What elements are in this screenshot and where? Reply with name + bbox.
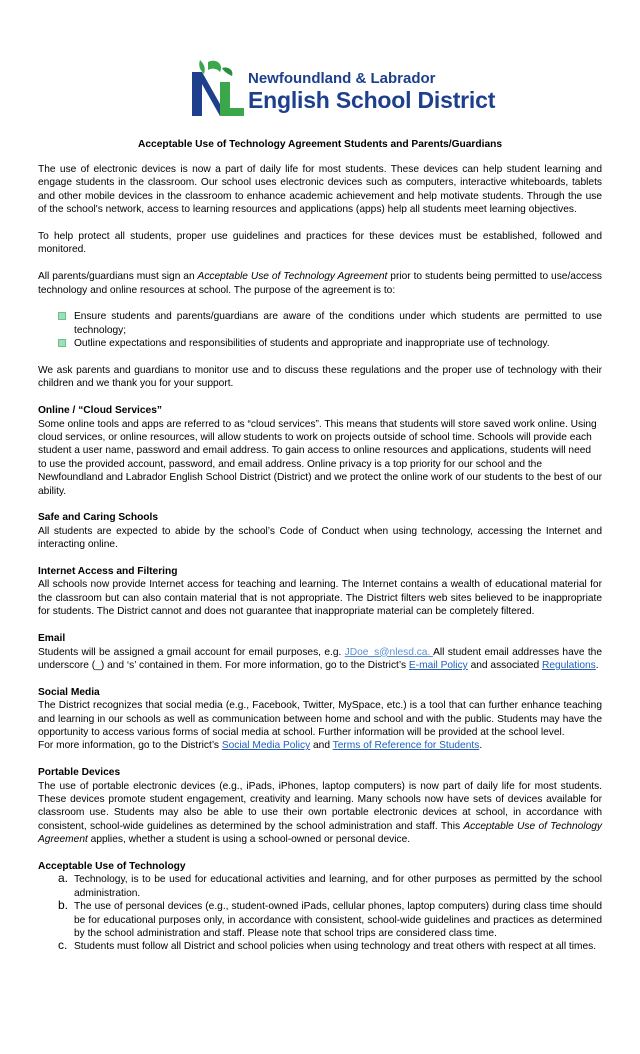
intro-paragraph-3 (38, 270, 602, 297)
list-item (60, 900, 602, 940)
document-title: Acceptable Use of Technology Agreement Students and Parents/Guardians (138, 139, 502, 150)
list-marker: a. (58, 871, 69, 886)
list-item-text: Technology, is to be used for educational activities and learning, and for other purposes as permitted by the school administration. (74, 874, 602, 899)
email-text-3: and associated (467, 659, 542, 671)
intro-p3-text-a: All parents/guardians must sign an (38, 271, 198, 283)
section-heading-social: Social Media (38, 686, 100, 698)
section-heading-email: Email (38, 633, 66, 645)
email-text-1: Students will be assigned a gmail account for email purposes, e.g. (38, 646, 345, 658)
section-text-internet: All schools now provide Internet access for teaching and learning. The Internet contains a wealth of educational material for the classroom but can also contain material that is not appropriate. The District filters web sites believed to be inappropriate for students. The District cannot and does not guarantee that inappropriate material can be completely filtered. (38, 579, 602, 618)
portable-text-2: applies, whether a student is using a school-owned or personal device. (87, 834, 411, 846)
square-bullet-icon (58, 339, 66, 347)
section-text-safe: All students are expected to abide by the school’s Code of Conduct when using technology, accessing the Internet and interacting online. (38, 525, 602, 551)
section-heading-internet: Internet Access and Filtering (38, 566, 178, 578)
list-item-text: The use of personal devices (e.g., student-owned iPads, cellular phones, laptop computers) during class time should be for educational purposes only, in accordance with consistent, school-wide guidelines and practices as determined by the school administration and staff. Please note that school trips are considered class time. (74, 901, 602, 939)
terms-of-reference-link[interactable]: Terms of Reference for Students (332, 740, 480, 752)
section-text-portable (38, 780, 602, 847)
list-item (60, 940, 602, 953)
section-text-email (38, 646, 602, 673)
email-text-2: All student email addresses have the underscore (_) and ‘s’ contained in them. For more information, go to the District’s (38, 646, 602, 671)
purpose-text: Ensure students and parents/guardians are aware of the conditions under which students are permitted to use technology; (74, 311, 602, 336)
social-text-2: and (310, 740, 333, 752)
list-marker: b. (58, 898, 69, 913)
list-item (58, 310, 602, 337)
social-media-policy-link[interactable]: Social Media Policy (221, 740, 311, 752)
intro-p3-text-b: prior to students being permitted to use/access technology and online resources at school. The purpose of the agreement is to: (38, 271, 603, 296)
social-text-1: For more information, go to the District’s (38, 740, 222, 752)
section-text-social-links (38, 739, 602, 752)
district-logo (186, 58, 496, 124)
list-item-text: Students must follow all District and school policies when using technology and treat others with respect at all times. (74, 941, 597, 953)
portable-text-1: The use of portable electronic devices (e.g., iPads, iPhones, laptop computers) is now part of daily life for most students. These devices promote student engagement, creativity and learning. Many schools now have sets of devices available for classroom use. Students may also be able to use their own portable electronic devices at school, in accordance with consistent, school-wide guidelines as determined by the school administration and staff. This (38, 780, 602, 832)
section-text-social: The District recognizes that social media (e.g., Facebook, Twitter, MySpace, etc.) is a tool that can further enhance teaching and learning in our schools as well as communication between home and school and with the public. Students may have the opportunity to access various forms of social media at school. Further information will be provided at the school level. (38, 700, 602, 738)
logo-line-2: English School District (248, 87, 496, 113)
purpose-text: Outline expectations and responsibilities of students and appropriate and inappropriate use of technology. (74, 338, 550, 350)
social-text-3: . (479, 740, 483, 752)
document-body (38, 163, 602, 954)
intro-paragraph-1: The use of electronic devices is now a part of daily life for most students. These devices can help student learning and engage students in the classroom. Our school uses electronic devices such as computers, interactive whiteboards, tablets and other mobile devices in the classroom to enhance academic achievement and help motivate students. Through the use of the school's network, access to learning resources and applications (apps) help all students meet learning objectives. (38, 164, 602, 216)
district-name (248, 70, 495, 113)
example-email-link[interactable]: JDoe_s@nlesd.ca. (344, 646, 434, 658)
list-item (60, 873, 602, 900)
agreement-name: Acceptable Use of Technology Agreement (197, 271, 388, 283)
section-heading-portable: Portable Devices (38, 767, 121, 779)
square-bullet-icon (58, 312, 66, 320)
logo-line-1: Newfoundland & Labrador (248, 70, 436, 87)
acceptable-use-list (38, 873, 602, 953)
email-text-4: . (595, 659, 599, 671)
section-heading-safe: Safe and Caring Schools (38, 512, 159, 524)
agreement-name-2: Acceptable Use of Technology Agreement (38, 820, 602, 846)
section-heading-online: Online / “Cloud Services” (38, 405, 162, 417)
list-item (58, 337, 602, 350)
purpose-list (38, 310, 602, 350)
section-heading-acceptable: Acceptable Use of Technology (38, 860, 186, 872)
list-marker: c. (58, 938, 68, 953)
section-text-online: Some online tools and apps are referred to as “cloud services”. This means that students will store saved work online. Using cloud services, or online resources, will allow students to work on projects outside of school time. Schools will provide each student a user name, password and email address. To gain access to online resources and applications, students will need to use the provided account, password, and email address. Online privacy is a top priority for our school and the Newfoundland and Labrador English School District (District) and we protect the online work of our students to the best of our ability. (38, 418, 603, 497)
nl-emblem-icon (186, 58, 248, 124)
intro-paragraph-4: We ask parents and guardians to monitor use and to discuss these regulations and the proper use of technology with their children and we thank you for your support. (38, 365, 602, 390)
intro-paragraph-2: To help protect all students, proper use guidelines and practices for these devices must be established, followed and monitored. (38, 231, 602, 256)
regulations-link[interactable]: Regulations (541, 659, 596, 671)
email-policy-link[interactable]: E-mail Policy (408, 659, 468, 671)
